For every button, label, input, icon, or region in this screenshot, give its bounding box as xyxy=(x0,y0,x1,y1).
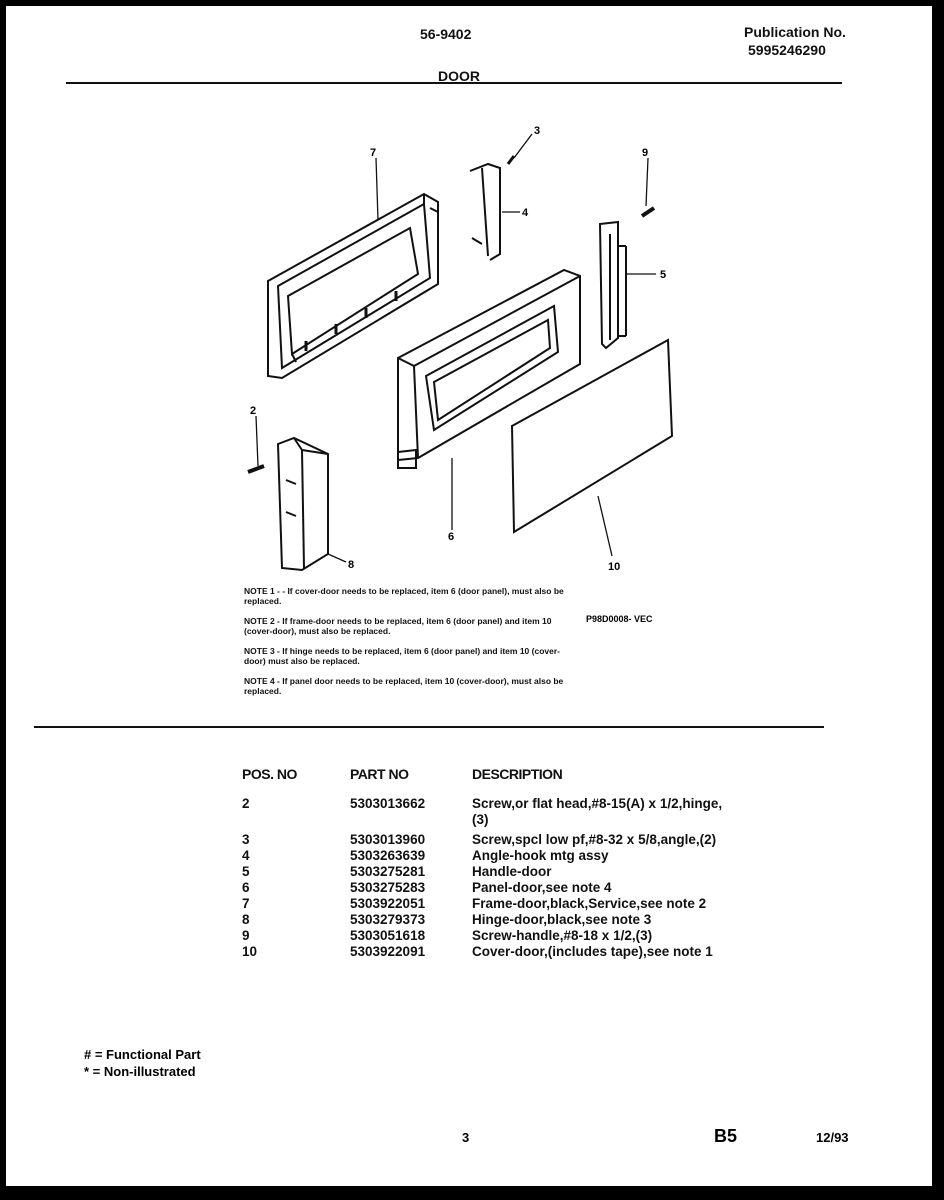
pos-cell: 4 xyxy=(242,848,250,863)
callout-5-handle: 5 xyxy=(660,269,667,281)
table-row xyxy=(242,928,742,944)
callout-3: 3 xyxy=(534,125,541,137)
hinge-door-part xyxy=(278,438,328,570)
pos-cell: 3 xyxy=(242,832,250,847)
diagram-reference-code: P98D0008- VEC xyxy=(586,614,653,624)
pos-cell: 8 xyxy=(242,912,250,927)
part-number-cell: 5303922091 xyxy=(350,944,426,959)
legend-non-illustrated: * = Non-illustrated xyxy=(84,1064,196,1079)
callout-7: 7 xyxy=(370,147,377,159)
part-number-cell: 5303263639 xyxy=(350,848,426,863)
part-number-cell: 5303051618 xyxy=(350,928,426,943)
description-cell: Cover-door,(includes tape),see note 1 xyxy=(472,944,713,959)
model-number: 56-9402 xyxy=(420,26,472,42)
col-header-description: DESCRIPTION xyxy=(472,766,563,782)
callout-6: 6 xyxy=(448,531,455,543)
pos-cell: 10 xyxy=(242,944,258,959)
pos-cell: 2 xyxy=(242,796,250,811)
part-number-cell: 5303275283 xyxy=(350,880,426,895)
description-cell: Frame-door,black,Service,see note 2 xyxy=(472,896,707,911)
table-row xyxy=(242,848,742,864)
handle-door-part xyxy=(600,222,626,348)
angle-hook-part xyxy=(470,164,500,260)
page-number: 3 xyxy=(462,1130,470,1145)
col-header-part: PART NO xyxy=(350,766,409,782)
table-row xyxy=(242,864,742,880)
pos-cell: 9 xyxy=(242,928,250,943)
pos-cell: 5 xyxy=(242,864,250,879)
note-4: NOTE 4 - If panel door needs to be replaced, item 10 (cover-door), must also be replaced. xyxy=(244,676,564,696)
table-header-row xyxy=(242,766,742,796)
callout-8: 8 xyxy=(348,559,355,571)
description-cell: Hinge-door,black,see note 3 xyxy=(472,912,652,927)
pos-cell: 6 xyxy=(242,880,250,895)
section-code: B5 xyxy=(714,1126,738,1146)
revision-date: 12/93 xyxy=(816,1130,849,1145)
description-cell: Screw,or flat head,#8-15(A) x 1/2,hinge, (3) xyxy=(472,796,723,827)
legend xyxy=(84,1046,201,1080)
section-divider xyxy=(34,726,824,728)
table-row xyxy=(242,832,742,848)
table-row xyxy=(242,912,742,928)
section-title: DOOR xyxy=(438,68,480,84)
cover-door-part xyxy=(512,340,672,532)
callout-10: 10 xyxy=(608,561,621,573)
description-cell: Screw-handle,#8-18 x 1/2,(3) xyxy=(472,928,653,943)
panel-door-part xyxy=(398,270,580,468)
pos-cell: 7 xyxy=(242,896,250,911)
part-number-cell: 5303279373 xyxy=(350,912,426,927)
note-3: NOTE 3 - If hinge needs to be replaced, item 6 (door panel) and item 10 (cover-door) must also be replaced. xyxy=(244,646,560,666)
legend-functional-part: # = Functional Part xyxy=(84,1047,201,1062)
screw-3-part xyxy=(508,156,514,164)
note-1: NOTE 1 - - If cover-door needs to be replaced, item 6 (door panel), must also be replaced. xyxy=(244,586,564,606)
part-number-cell: 5303275281 xyxy=(350,864,426,879)
callout-2: 2 xyxy=(250,405,257,417)
publication-label: Publication No. xyxy=(744,24,846,40)
table-row xyxy=(242,880,742,896)
screw-2-part xyxy=(248,466,264,472)
part-number-cell: 5303013662 xyxy=(350,796,426,811)
table-row xyxy=(242,796,742,832)
part-number-cell: 5303013960 xyxy=(350,832,426,847)
table-row xyxy=(242,896,742,912)
description-cell: Screw,spcl low pf,#8-32 x 5/8,angle,(2) xyxy=(472,832,717,847)
screw-9-part xyxy=(642,208,654,216)
description-cell: Handle-door xyxy=(472,864,552,879)
callout-9: 9 xyxy=(642,147,649,159)
parts-table xyxy=(242,766,742,960)
table-row xyxy=(242,944,742,960)
col-header-pos: POS. NO xyxy=(242,766,297,782)
callout-4: 4 xyxy=(522,207,529,219)
publication-number: 5995246290 xyxy=(748,42,826,58)
parts-page xyxy=(6,6,932,1186)
description-cell: Panel-door,see note 4 xyxy=(472,880,612,895)
description-cell: Angle-hook mtg assy xyxy=(472,848,609,863)
note-2: NOTE 2 - If frame-door needs to be replaced, item 6 (door panel) and item 10 (cover-door), must also be replaced. xyxy=(244,616,552,636)
door-exploded-diagram xyxy=(6,6,932,586)
notes-block xyxy=(244,586,574,706)
part-number-cell: 5303922051 xyxy=(350,896,426,911)
